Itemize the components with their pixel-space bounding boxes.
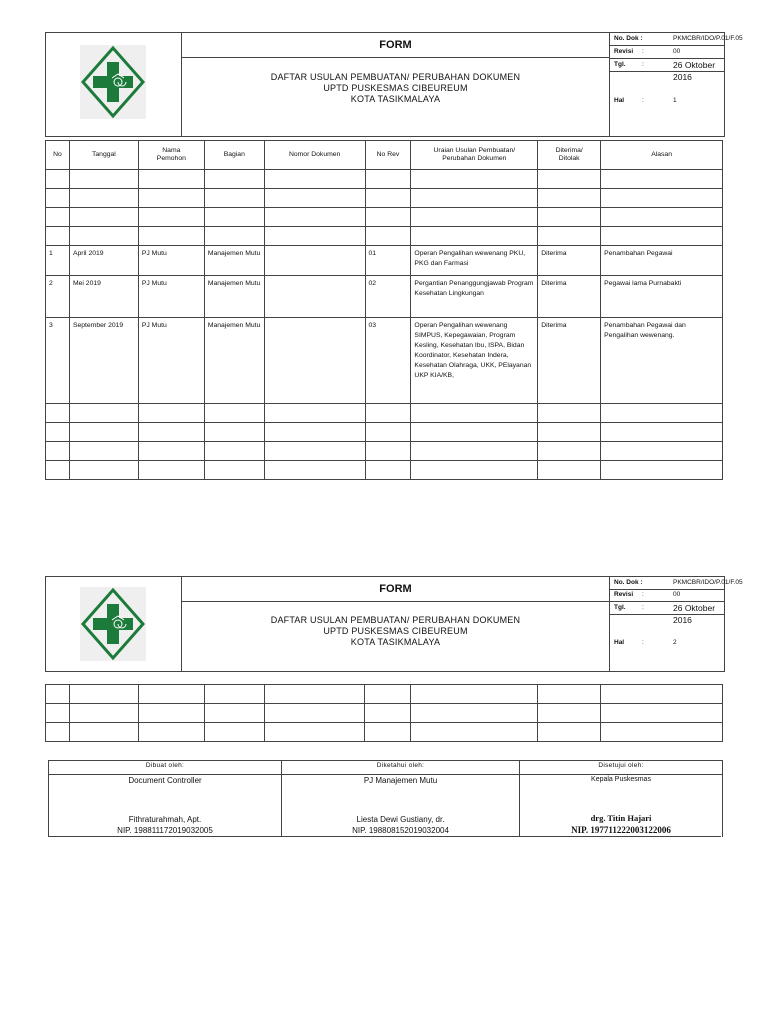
puskesmas-logo [80,45,146,119]
revisi-value: 00 [673,48,681,55]
signature-name: Fithraturahmah, Apt. [128,815,202,824]
document-change-table [45,140,723,480]
cell-uraian: Operan Pengalihan wewenang PKU, PKG dan Farmasi [411,246,538,276]
hal-label: Hal [614,97,625,104]
meta-tgl [610,602,724,625]
cell-uraian: Pergantian Penanggungjawab Program Kesehatan Lingkungan [411,276,538,318]
desc-line-2: UPTD PUSKESMAS CIBEUREUM [323,626,468,636]
table-header-row [46,141,723,170]
cell-pemohon: PJ Mutu [138,246,204,276]
signature-acknowledged [281,761,519,837]
continuation-table [45,684,723,742]
hal-label: Hal [614,639,625,646]
form-header-page-1 [45,32,743,137]
signature-block [48,760,723,837]
table-row [46,170,723,189]
cell-no: 2 [46,276,70,318]
tgl-value: 26 Oktober 2016 [673,60,716,82]
tgl-label: Tgl. [614,604,626,611]
signature-nip: NIP. 197711222003122006 [571,825,671,835]
tgl-value: 26 Oktober 2016 [673,603,716,625]
cell-nomor [264,276,365,318]
meta-tgl [610,59,724,82]
cell-alasan: Pegawai lama Purnabakti [601,276,723,318]
logo-cell [46,33,182,136]
cell-rev: 03 [365,318,411,404]
col-header-status: Diterima/ Ditolak [538,141,601,170]
signature-name: drg. Titin Hajari [590,813,652,823]
cell-bagian: Manajemen Mutu [204,246,264,276]
signature-label: Diketahui oleh: [376,762,425,769]
signature-role: Kepala Puskesmas [520,774,722,783]
desc-line-1: DAFTAR USULAN PEMBUATAN/ PERUBAHAN DOKUMEN [270,72,521,82]
meta-hal [610,637,724,649]
form-header-page-2 [45,576,743,672]
table-row [46,704,723,723]
header-title-cell [182,33,610,136]
tgl-colon: : [642,604,644,611]
no-dok-value: PKMCBR/IDO/P.01/F.05 [673,579,743,586]
cell-nomor [264,318,365,404]
signature-nip: NIP. 198811172019032005 [117,826,213,835]
signature-name: Liesta Dewi Gustiany, dr. [356,815,445,824]
document-description [182,72,609,105]
signature-nip: NIP. 198808152019032004 [352,826,449,835]
meta-revisi [610,589,724,602]
desc-line-1: DAFTAR USULAN PEMBUATAN/ PERUBAHAN DOKUMEN [270,615,521,625]
table-row [46,189,723,208]
table-row [46,276,723,318]
tgl-colon: : [642,61,644,68]
meta-no-dok [610,33,743,46]
no-dok-label: No. Dok : [614,579,643,586]
cell-pemohon: PJ Mutu [138,276,204,318]
cell-status: Diterima [538,276,601,318]
hal-value: 2 [673,639,677,646]
table-row [46,723,723,742]
cell-alasan: Penambahan Pegawai dan Pengalihan wewenang. [601,318,723,404]
signature-role: PJ Manajemen Mutu [282,774,519,785]
hal-value: 1 [673,97,677,104]
table-row [46,423,723,442]
meta-revisi [610,46,724,59]
form-title: FORM [182,577,609,602]
desc-line-2: UPTD PUSKESMAS CIBEUREUM [323,83,468,93]
col-header-alasan: Alasan [601,141,723,170]
table-row [46,461,723,480]
document-description [182,615,609,648]
puskesmas-logo [80,587,146,661]
logo-cell [46,577,182,671]
cell-tanggal: Mei 2019 [69,276,138,318]
signature-approved [519,761,722,837]
cell-no: 3 [46,318,70,404]
table-row [46,208,723,227]
revisi-label: Revisi [614,591,634,598]
col-header-uraian: Uraian Usulan Pembuatan/ Perubahan Dokumen [411,141,538,170]
cell-nomor [264,246,365,276]
table-row [46,227,723,246]
cell-alasan: Penambahan Pegawai [601,246,723,276]
signature-label: Disetujui oleh: [598,762,644,769]
col-header-nomor: Nomor Dokumen [264,141,365,170]
cell-bagian: Manajemen Mutu [204,276,264,318]
cell-rev: 02 [365,276,411,318]
signature-prepared [49,761,281,837]
tgl-label: Tgl. [614,61,626,68]
signature-role: Document Controller [49,774,281,785]
desc-line-3: KOTA TASIKMALAYA [350,637,441,647]
revisi-colon: : [642,591,644,598]
table-row [46,685,723,704]
document-meta [610,33,743,136]
no-dok-label: No. Dok : [614,35,643,42]
form-title: FORM [182,33,609,58]
signature-bottom-border [48,836,721,837]
hal-colon: : [642,97,644,104]
cell-rev: 01 [365,246,411,276]
cell-status: Diterima [538,318,601,404]
no-dok-value: PKMCBR/IDO/P.01/F.05 [673,35,743,42]
table-row [46,442,723,461]
signature-label: Dibuat oleh: [145,762,185,769]
header-title-cell [182,577,610,671]
revisi-value: 00 [673,591,681,598]
cell-tanggal: September 2019 [69,318,138,404]
cell-uraian: Operan Pengalihan wewenang SIMPUS, Kepegawaian, Program Kesling, Kesehatan Ibu, ISPA, Bidan Koordinator, Kesehatan Indera, Kesehatan Olahraga, UKK, PElayanan UKP KIA/KB, [411,318,538,404]
col-header-tanggal: Tanggal [69,141,138,170]
desc-line-3: KOTA TASIKMALAYA [350,94,441,104]
cell-tanggal: April 2019 [69,246,138,276]
table-row [46,318,723,404]
cell-status: Diterima [538,246,601,276]
table-row [46,404,723,423]
hal-colon: : [642,639,644,646]
revisi-label: Revisi [614,48,634,55]
revisi-colon: : [642,48,644,55]
col-header-pemohon: Nama Pemohon [138,141,204,170]
col-header-bagian: Bagian [204,141,264,170]
cell-pemohon: PJ Mutu [138,318,204,404]
document-meta [610,577,743,671]
col-header-rev: No Rev [365,141,411,170]
meta-hal [610,95,724,107]
col-header-no: No [46,141,70,170]
cell-no: 1 [46,246,70,276]
cell-bagian: Manajemen Mutu [204,318,264,404]
table-row [46,246,723,276]
